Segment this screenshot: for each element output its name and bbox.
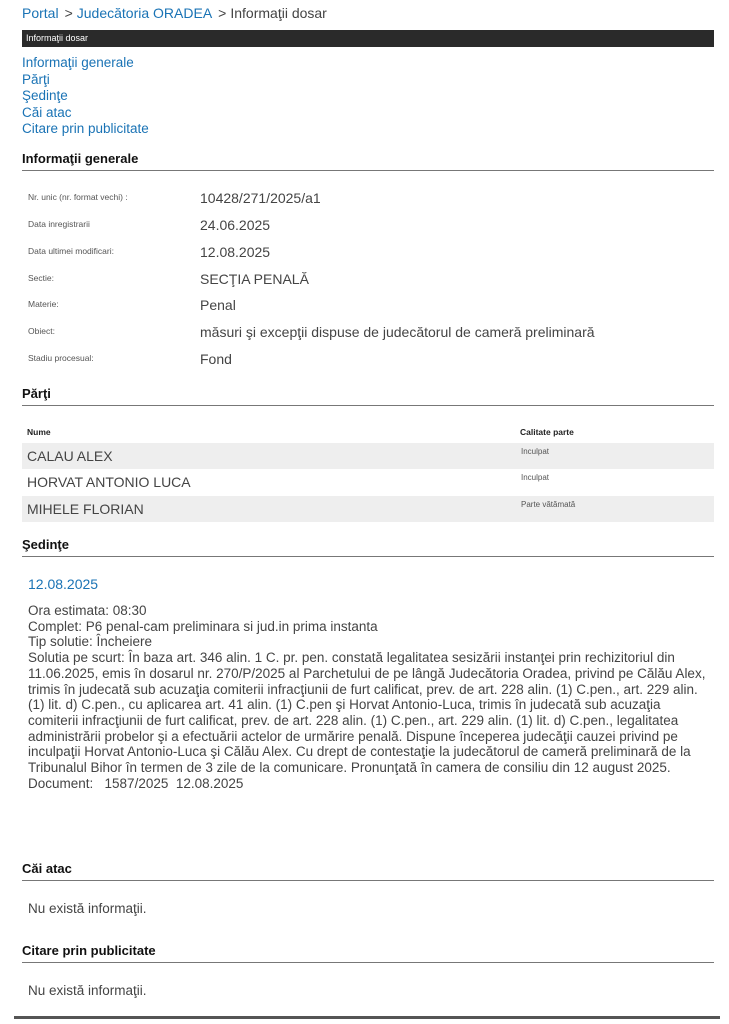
- info-label: Obiect:: [28, 326, 55, 336]
- hearing-panel: Complet: P6 penal-cam preliminara si jud.in prima instanta: [28, 618, 378, 634]
- section-title-general: Informaţii generale: [22, 151, 714, 171]
- table-row: [22, 443, 714, 469]
- party-role: Inculpat: [521, 473, 550, 482]
- info-value: 24.06.2025: [200, 217, 271, 233]
- hearing-document: Document: 1587/2025 12.08.2025: [28, 775, 244, 791]
- info-value: Fond: [200, 351, 232, 367]
- info-row-object: [28, 324, 718, 351]
- info-label: Materie:: [28, 299, 59, 309]
- page-header-bar: Informaţii dosar: [22, 30, 714, 47]
- hearing-solution-summary: Solutia pe scurt: În baza art. 346 alin. 1 C. pr. pen. constată legalitatea sesizării instanţei prin rechizitoriul din 11.06.2025, emis în dosarul nr. 270/P/2025 al Parchetului de pe lângă Judecătoria Oradea, privind pe Călău Alex, trimis în judecată sub acuzaţia comiterii infracţiunii de furt calificat, prev. de art. 228 alin. (1) C.pen., art. 229 alin. (1) lit. d) C.pen., cu aplicarea art. 41 alin. (1) C.pen şi Horvat Antonio-Luca, trimis în judecată sub acuzaţia comiterii infracţiunii de furt calificat, prev. de art. 228 alin. (1) C.pen., art. 229 alin. (1) lit. d) C.pen., legalitatea administrării probelor şi a efectuării actelor de urmărire penală. Dispune începerea judecăţii cauzei privind pe inculpaţii Horvat Antonio-Luca şi Călău Alex. Cu drept de contestaţie la judecătorul de cameră preliminară de la Tribunalul Bihor în termen de 3 zile de la comunicare. Pronunţată în camera de consiliu din 12 august 2025.: [28, 650, 706, 776]
- info-value: 10428/271/2025/a1: [200, 190, 321, 206]
- appeals-empty-message: Nu există informaţii.: [28, 901, 147, 916]
- breadcrumb-portal-link[interactable]: Portal: [22, 5, 59, 21]
- nav-link-hearings[interactable]: Şedinţe: [22, 88, 68, 103]
- nav-link-parties[interactable]: Părţi: [22, 71, 50, 87]
- nav-link-general[interactable]: Informaţii generale: [22, 55, 134, 70]
- section-nav: [22, 55, 149, 138]
- info-row-matter: [28, 297, 718, 324]
- breadcrumb-court-link[interactable]: Judecătoria ORADEA: [76, 5, 213, 21]
- section-title-parties: Părţi: [22, 386, 714, 406]
- party-name: HORVAT ANTONIO LUCA: [27, 474, 191, 490]
- info-label: Data ultimei modificari:: [28, 246, 114, 256]
- info-row-last-modified: [28, 244, 718, 271]
- info-value: SECŢIA PENALĂ: [200, 271, 309, 287]
- section-title-citation: Citare prin publicitate: [22, 943, 714, 963]
- info-row-section: [28, 271, 718, 298]
- breadcrumb-current: Informaţii dosar: [230, 5, 327, 21]
- section-title-hearings: Şedinţe: [22, 537, 714, 557]
- info-row-case-number: [28, 190, 718, 217]
- column-header-role: Calitate parte: [520, 427, 574, 437]
- info-label: Sectie:: [28, 273, 54, 283]
- party-role: Parte vătămată: [521, 500, 576, 509]
- party-name: MIHELE FLORIAN: [27, 501, 144, 517]
- info-label: Data inregistrarii: [28, 219, 90, 229]
- footer-divider: [14, 1016, 720, 1019]
- table-row: [22, 469, 714, 495]
- party-name: CALAU ALEX: [27, 448, 113, 464]
- column-header-name: Nume: [27, 427, 51, 437]
- nav-link-appeals[interactable]: Căi atac: [22, 104, 72, 120]
- breadcrumb-separator: >: [218, 5, 227, 21]
- hearing-details: [28, 603, 708, 791]
- info-label: Nr. unic (nr. format vechi) :: [28, 192, 128, 202]
- info-row-registration-date: [28, 217, 718, 244]
- breadcrumb-separator: >: [64, 5, 73, 21]
- breadcrumb: [22, 5, 327, 21]
- section-title-appeals: Căi atac: [22, 861, 714, 881]
- party-role: Inculpat: [521, 447, 550, 456]
- hearing-time: Ora estimata: 08:30: [28, 603, 147, 618]
- info-value: Penal: [200, 297, 236, 313]
- info-row-stage: [28, 351, 718, 378]
- nav-link-citation[interactable]: Citare prin publicitate: [22, 121, 149, 136]
- hearing-solution-type: Tip solutie: Încheiere: [28, 634, 153, 650]
- hearing-date: 12.08.2025: [28, 576, 99, 592]
- table-row: [22, 496, 714, 522]
- info-value: 12.08.2025: [200, 244, 271, 260]
- citation-empty-message: Nu există informaţii.: [28, 983, 147, 998]
- info-value: măsuri şi excepţii dispuse de judecătorul de cameră preliminară: [200, 324, 595, 340]
- info-label: Stadiu procesual:: [28, 353, 94, 363]
